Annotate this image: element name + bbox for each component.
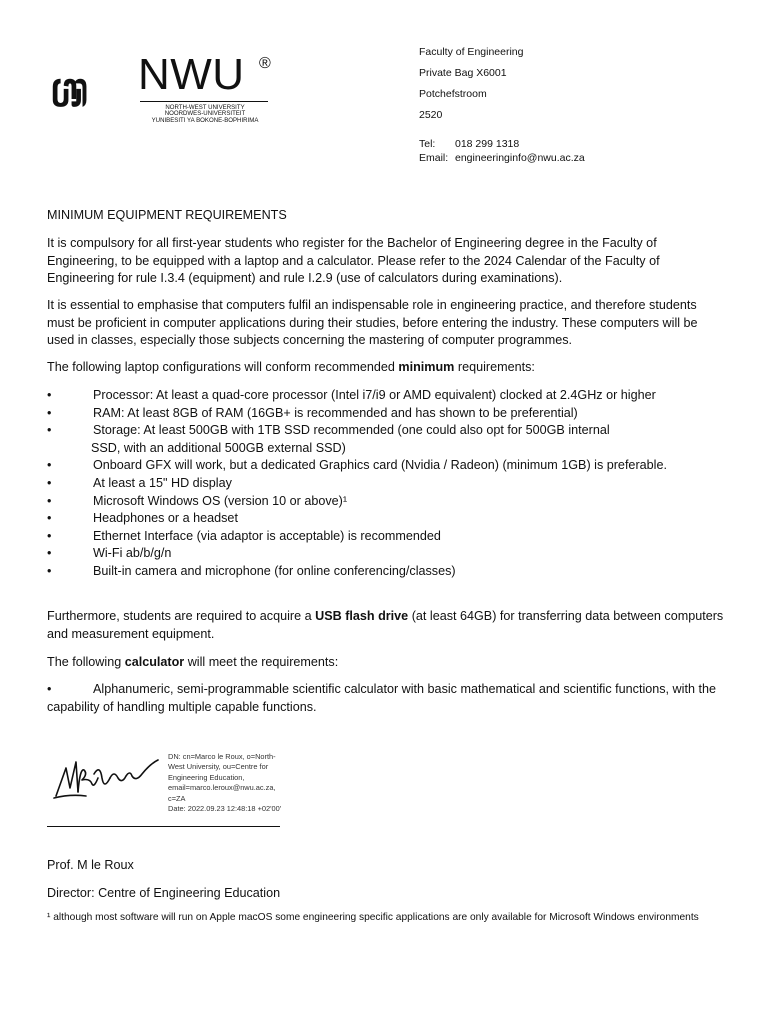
list-item-text: Processor: At least a quad-core processor (Intel i7/i9 or AMD equivalent) clocked at 2.4GHz or higher [93, 388, 656, 402]
list-item-text: Onboard GFX will work, but a dedicated Graphics card (Nvidia / Radeon) (minimum 1GB) is preferable. [93, 458, 667, 473]
address-line: 2520 [419, 109, 443, 121]
laptop-intro-paragraph [47, 359, 727, 377]
list-item [47, 405, 667, 423]
logo-divider [140, 101, 268, 102]
footnote: ¹ although most software will run on Apple macOS some engineering specific applications are only available for Microsoft Windows environments [47, 912, 699, 923]
text-run: The following laptop configurations will conform recommended [47, 360, 399, 374]
emphasis-usb: USB flash drive [315, 609, 409, 623]
intro-paragraph: It is compulsory for all first-year students who register for the Bachelor of Engineering degree in the Faculty of Engineering, to be equipped with a laptop and a calculator. Please refer to the 2024 Calendar of the Faculty of Engineering for rule I.3.4 (equipment) and rule I.2.9 (use of calculators during examinations). [47, 236, 660, 286]
importance-paragraph: It is essential to emphasise that computers fulfil an indispensable role in engineering practice, and therefore students must be proficient in computer applications during their studies, before entering the industry. These computers will be used in classes, especially those subjects concerning the mastering of computer programmes. [47, 298, 698, 348]
tel-label: Tel: [419, 138, 436, 150]
list-item [47, 475, 667, 493]
logo-sub-line: YUNIBESITI YA BOKONE-BOPHIRIMA [151, 116, 259, 124]
text-run: The following [47, 655, 125, 669]
list-item [47, 563, 667, 581]
text-run: Furthermore, students are required to acquire a [47, 609, 316, 623]
address-line: Private Bag X6001 [419, 67, 507, 79]
signatory-name: Prof. M le Roux [47, 858, 134, 872]
calculator-item-text: Alphanumeric, semi-programmable scientific calculator with basic mathematical and scientific functions, with the capability of handling multiple capable functions. [47, 682, 716, 714]
list-item [47, 493, 667, 511]
email-label: Email: [419, 151, 449, 164]
bullet: • [47, 546, 52, 561]
emphasis-calculator: calculator [124, 655, 185, 669]
email-row [419, 152, 585, 166]
bullet: • [47, 423, 52, 438]
signature-meta-line: Engineering Education, [168, 772, 245, 782]
logo-subtitle [140, 105, 270, 124]
list-item-text: Microsoft Windows OS (version 10 or above)¹ [93, 493, 348, 508]
document-heading: MINIMUM EQUIPMENT REQUIREMENTS [47, 208, 287, 222]
calculator-intro-paragraph [47, 654, 727, 672]
list-item [47, 457, 667, 475]
nwu-logo-emblem [52, 54, 142, 130]
list-item [47, 510, 667, 528]
email-value[interactable]: engineeringinfo@nwu.ac.za [455, 151, 585, 164]
calculator-item [47, 681, 727, 716]
list-item [47, 422, 667, 440]
list-item [47, 545, 667, 563]
signatory-title: Director: Centre of Engineering Education [47, 886, 281, 900]
signature-meta-line: Date: 2022.09.23 12:48:18 +02'00' [168, 804, 282, 814]
address-line: Potchefstroom [419, 88, 487, 100]
list-item-text: RAM: At least 8GB of RAM (16GB+ is recommended and has shown to be preferential) [93, 405, 578, 420]
handwritten-signature [50, 748, 162, 810]
list-item-continuation: SSD, with an additional 500GB external SSD) [91, 440, 346, 455]
bullet: • [47, 511, 52, 526]
signature-meta-line: DN: cn=Marco le Roux, o=North- [168, 752, 276, 761]
bullet: • [47, 493, 52, 508]
list-item-text: Storage: At least 500GB with 1TB SSD recommended (one could also opt for 500GB internal [93, 423, 610, 438]
bullet: • [47, 405, 52, 420]
logo-sub-line: NORTH-WEST UNIVERSITY [165, 104, 245, 111]
signature-meta-line: c=ZA [168, 793, 186, 803]
signature-line [47, 826, 280, 827]
list-item-text: Ethernet Interface (via adaptor is acceptable) is recommended [93, 528, 441, 543]
logo-sub-line: NOORDWES-UNIVERSITEIT [164, 110, 246, 118]
text-run: (at least 64GB) for transferring data between computers and measurement equipment. [47, 609, 724, 641]
laptop-requirements-list [47, 387, 667, 581]
tel-value: 018 299 1318 [455, 138, 520, 150]
list-item [47, 387, 667, 405]
text-run: requirements: [454, 360, 535, 374]
list-item-text: Built-in camera and microphone (for online conferencing/classes) [93, 563, 456, 578]
registered-mark: ® [259, 55, 271, 72]
bullet: • [47, 528, 52, 543]
tel-row [419, 138, 585, 152]
bullet: • [47, 563, 52, 578]
address-line: Faculty of Engineering [419, 46, 524, 58]
logo-wordmark: NWU [138, 50, 245, 99]
list-item [47, 528, 667, 546]
bullet: • [47, 458, 52, 473]
emphasis-minimum: minimum [398, 360, 455, 374]
bullet: • [47, 682, 52, 696]
usb-paragraph [47, 608, 727, 643]
contact-details [419, 138, 585, 165]
signature-meta-line: email=marco.leroux@nwu.ac.za, [168, 783, 276, 793]
list-item-text: At least a 15" HD display [93, 475, 232, 490]
bullet: • [47, 475, 52, 490]
bullet: • [47, 388, 52, 402]
text-run: will meet the requirements: [184, 655, 339, 669]
list-item-text: Headphones or a headset [93, 511, 238, 526]
faculty-address [419, 42, 523, 126]
signature-meta-line: West University, ou=Centre for [168, 762, 269, 772]
digital-signature-details [168, 752, 298, 814]
list-item-text: Wi-Fi ab/b/g/n [93, 546, 172, 561]
